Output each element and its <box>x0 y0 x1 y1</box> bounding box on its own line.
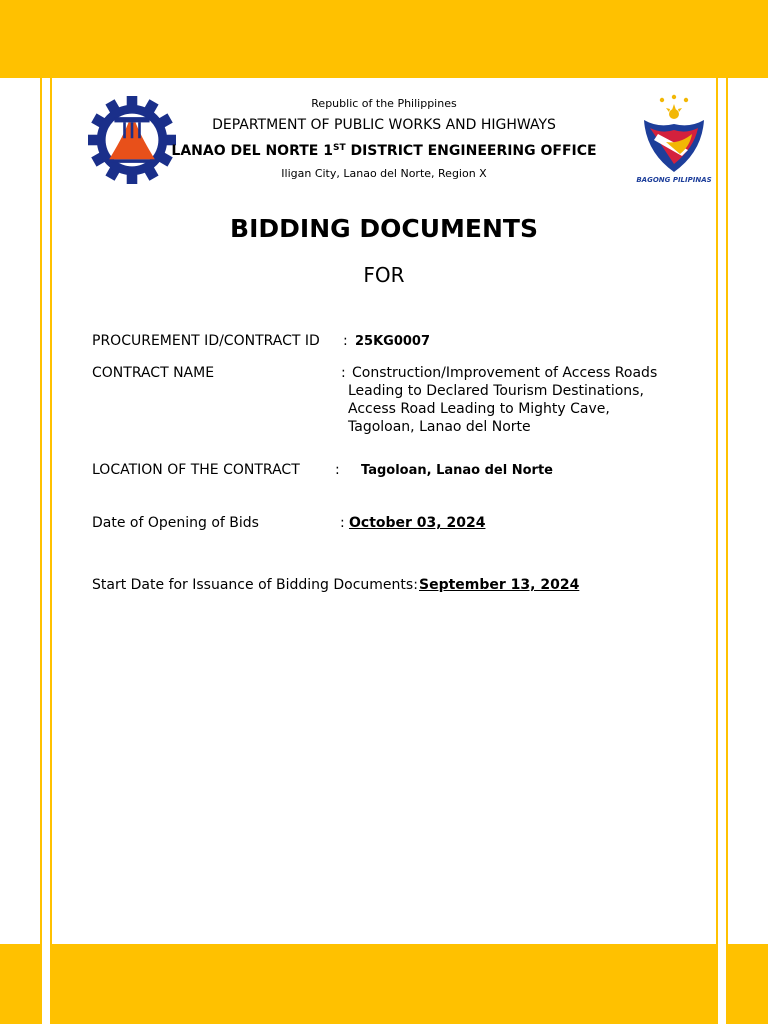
location-label: LOCATION OF THE CONTRACT <box>92 462 300 478</box>
right-band-gap <box>718 944 726 1024</box>
page-subtitle: FOR <box>363 263 405 287</box>
issuance-date-label: Start Date for Issuance of Bidding Documents: <box>92 577 418 593</box>
issuance-date-value: September 13, 2024 <box>419 577 580 593</box>
page-title: BIDDING DOCUMENTS <box>230 214 538 243</box>
bagong-pilipinas-text: BAGONG PILIPINAS <box>636 176 712 184</box>
left-band-gap <box>42 944 50 1024</box>
republic-line: Republic of the Philippines <box>311 97 457 110</box>
opening-date-colon: : <box>340 515 345 531</box>
office-prefix: LANAO DEL NORTE 1 <box>171 143 333 159</box>
office-line <box>0 143 768 159</box>
bottom-yellow-band <box>0 944 768 1024</box>
contract-name-line-3: Access Road Leading to Mighty Cave, <box>348 401 610 417</box>
contract-name-line-2: Leading to Declared Tourism Destinations, <box>348 383 644 399</box>
procurement-id-value: 25KG0007 <box>355 334 431 349</box>
contract-name-label: CONTRACT NAME <box>92 365 215 381</box>
address-line: Iligan City, Lanao del Norte, Region X <box>281 167 487 180</box>
contract-name-colon: : <box>341 365 346 381</box>
office-superscript: ST <box>332 143 346 153</box>
top-yellow-band <box>0 0 768 78</box>
location-colon: : <box>335 462 340 478</box>
opening-date-value: October 03, 2024 <box>349 515 486 531</box>
procurement-id-label: PROCUREMENT ID/CONTRACT ID <box>92 333 320 349</box>
contract-name-line-1: Construction/Improvement of Access Roads <box>352 365 658 381</box>
department-line: DEPARTMENT OF PUBLIC WORKS AND HIGHWAYS <box>212 117 556 133</box>
office-suffix: DISTRICT ENGINEERING OFFICE <box>345 143 597 159</box>
contract-name-line-4: Tagoloan, Lanao del Norte <box>348 419 531 435</box>
location-value: Tagoloan, Lanao del Norte <box>361 463 553 478</box>
opening-date-label: Date of Opening of Bids <box>92 515 259 531</box>
procurement-id-colon: : <box>343 333 348 349</box>
